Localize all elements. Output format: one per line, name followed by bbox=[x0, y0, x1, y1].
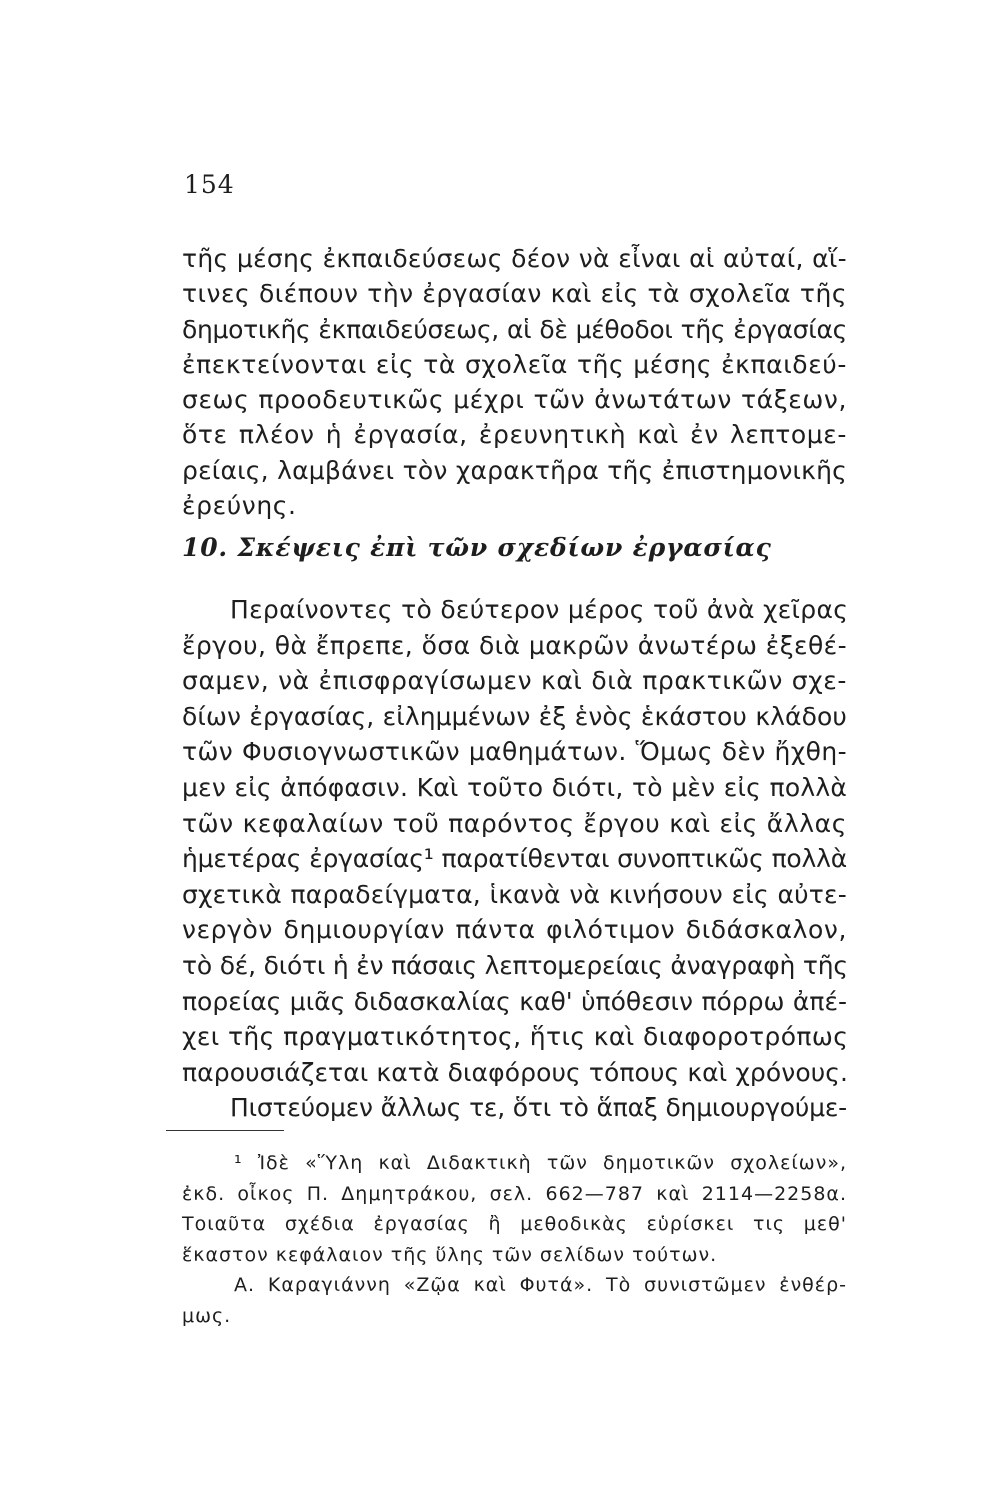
text-line: πορείας μιᾶς διδασκαλίας καθ' ὑπόθεσιν πόρρω ἀπέ- bbox=[182, 986, 847, 1016]
footnote bbox=[182, 1148, 847, 1331]
text-line: τῶν κεφαλαίων τοῦ παρόντος ἔργου καὶ εἰς ἄλλας bbox=[182, 808, 847, 838]
text-line: ὅτε πλέον ἡ ἐργασία, ἐρευνητικὴ καὶ ἐν λεπτομε- bbox=[182, 420, 847, 450]
section-heading: 10. Σκέψεις ἐπὶ τῶν σχεδίων ἐργασίας bbox=[182, 533, 772, 562]
text-line: ἡμετέρας ἐργασίας¹ παρατίθενται συνοπτικῶς πολλὰ bbox=[182, 844, 847, 874]
text-line: δημοτικῆς ἐκπαιδεύσεως, αἱ δὲ μέθοδοι τῆς ἐργασίας bbox=[182, 314, 847, 344]
text-line: παρουσιάζεται κατὰ διαφόρους τόπους καὶ χρόνους. bbox=[182, 1057, 849, 1087]
text-line: χει τῆς πραγματικότητος, ἥτις καὶ διαφοροτρόπως bbox=[182, 1022, 849, 1052]
text-line: τὸ δέ, διότι ἡ ἐν πάσαις λεπτομερείαις ἀναγραφὴ τῆς bbox=[182, 950, 848, 980]
footnote-line: ἕκαστον κεφάλαιον τῆς ὕλης τῶν σελίδων τούτων. bbox=[182, 1243, 718, 1266]
footnote-separator bbox=[166, 1130, 284, 1131]
text-line: τῶν Φυσιογνωστικῶν μαθημάτων. Ὅμως δὲν ἤχθη- bbox=[182, 737, 847, 767]
text-line: Πιστεύομεν ἄλλως τε, ὅτι τὸ ἅπαξ δημιουργούμε- bbox=[230, 1093, 847, 1123]
text-line: ρείαις, λαμβάνει τὸν χαρακτῆρα τῆς ἐπιστημονικῆς bbox=[182, 455, 847, 485]
text-line: νεργὸν δημιουργίαν πάντα φιλότιμον διδάσκαλον, bbox=[182, 915, 847, 945]
text-line: δίων ἐργασίας, εἰλημμένων ἐξ ἑνὸς ἑκάστου κλάδου bbox=[182, 701, 847, 731]
text-line: μεν εἰς ἀπόφασιν. Καὶ τοῦτο διότι, τὸ μὲν εἰς πολλὰ bbox=[182, 772, 847, 802]
footnote-line: ¹ Ἰδὲ «Ὕλη καὶ Διδακτικὴ τῶν δημοτικῶν σχολείων», bbox=[234, 1152, 847, 1174]
text-line: σχετικὰ παραδείγματα, ἱκανὰ νὰ κινήσουν εἰς αὐτε- bbox=[182, 879, 847, 909]
text-line: Περαίνοντες τὸ δεύτερον μέρος τοῦ ἀνὰ χεῖρας bbox=[230, 595, 849, 624]
text-line: ἔργου, θὰ ἔπρεπε, ὅσα διὰ μακρῶν ἀνωτέρω ἐξεθέ- bbox=[182, 630, 847, 660]
text-line: σεως προοδευτικῶς μέχρι τῶν ἀνωτάτων τάξεων, bbox=[182, 385, 847, 415]
text-line: ἐπεκτείνονται εἰς τὰ σχολεῖα τῆς μέσης ἐκπαιδεύ- bbox=[182, 349, 847, 379]
text-line: σαμεν, νὰ ἐπισφραγίσωμεν καὶ διὰ πρακτικῶν σχε- bbox=[182, 666, 847, 696]
text-line: τινες διέπουν τὴν ἐργασίαν καὶ εἰς τὰ σχολεῖα τῆς bbox=[182, 279, 847, 309]
text-line: τῆς μέσης ἐκπαιδεύσεως δέον νὰ εἶναι αἱ αὐταί, αἵ- bbox=[182, 244, 847, 273]
footnote-line: ἐκδ. οἶκος Π. Δημητράκου, σελ. 662—787 καὶ 2114—2258α. bbox=[182, 1182, 847, 1205]
footnote-line: Τοιαῦτα σχέδια ἐργασίας ἢ μεθοδικὰς εὑρίσκει τις μεθ' bbox=[182, 1213, 847, 1235]
paragraph-main bbox=[182, 592, 847, 1126]
footnote-line: Α. Καραγιάννη «Ζῷα καὶ Φυτά». Τὸ συνιστῶμεν ἐνθέρ- bbox=[234, 1274, 847, 1296]
paragraph-continuation bbox=[182, 241, 847, 523]
footnote-line: μως. bbox=[182, 1304, 232, 1327]
text-line: ἐρεύνης. bbox=[182, 491, 297, 521]
page-number: 154 bbox=[184, 170, 235, 199]
